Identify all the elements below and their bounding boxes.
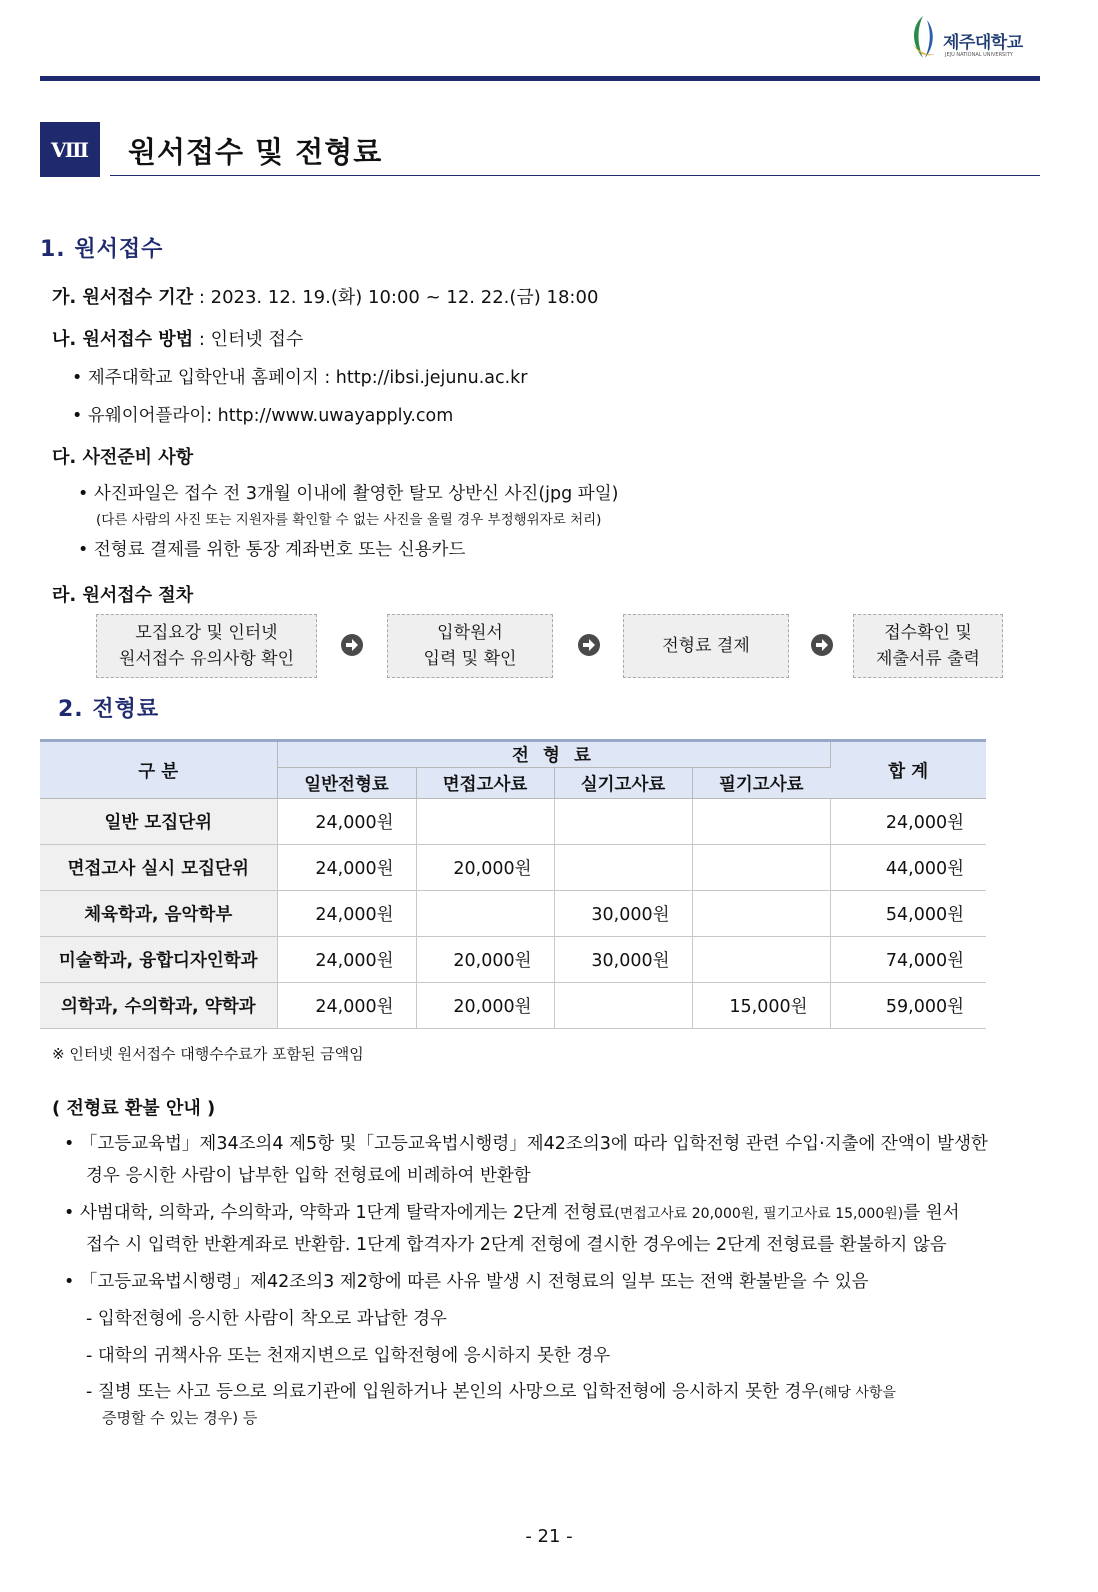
period-label: 가. 원서접수 기간	[52, 287, 194, 308]
table-row: 일반 모집단위 24,000원 24,000원	[40, 799, 986, 845]
logo-emblem-icon	[905, 14, 941, 62]
section-1-title: 1. 원서접수	[40, 237, 164, 262]
prep-label: 다. 사전준비 사항	[52, 447, 194, 468]
procedure-step: 모집요강 및 인터넷 원서접수 유의사항 확인	[96, 614, 317, 678]
method-item: • 제주대학교 입학안내 홈페이지 : http://ibsi.jejunu.ac.kr	[72, 368, 528, 388]
header-fee-group: 전 형 료	[277, 741, 830, 768]
header-written-fee: 필기고사료	[692, 768, 830, 799]
refund-bullet: • 사범대학, 의학과, 수의학과, 약학과 1단계 탈락자에게는 2단계 전형료(면접고사료 20,000원, 필기고사료 15,000원)를 원서	[64, 1203, 960, 1223]
header-rule	[40, 76, 1040, 81]
chapter-title: 원서접수 및 전형료	[128, 135, 383, 169]
method-value: : 인터넷 접수	[198, 329, 304, 350]
refund-sub-item: - 입학전형에 응시한 사람이 착오로 과납한 경우	[86, 1309, 447, 1329]
method-item: • 유웨이어플라이: http://www.uwayapply.com	[72, 406, 454, 426]
refund-bullet-cont: 경우 응시한 사람이 납부한 입학 전형료에 비례하여 반환함	[86, 1166, 531, 1186]
method-line	[52, 325, 303, 351]
refund-sub-item: - 질병 또는 사고 등으로 의료기관에 입원하거나 본인의 사망으로 입학전형에 응시하지 못한 경우(해당 사항을	[86, 1382, 896, 1402]
arrow-right-icon	[340, 633, 364, 657]
prep-line	[52, 443, 193, 469]
header-practical-fee: 실기고사료	[554, 768, 692, 799]
header-general-fee: 일반전형료	[277, 768, 416, 799]
fee-note: ※ 인터넷 원서접수 대행수수료가 포함된 금액임	[52, 1045, 364, 1063]
procedure-step: 입학원서 입력 및 확인	[387, 614, 553, 678]
procedure-label: 라. 원서접수 절차	[52, 585, 194, 606]
university-logo	[905, 14, 1045, 64]
refund-bullet-cont: 접수 시 입력한 반환계좌로 반환함. 1단계 합격자가 2단계 전형에 결시한 경우에는 2단계 전형료를 환불하지 않음	[86, 1235, 947, 1255]
refund-sub-item: - 대학의 귀책사유 또는 천재지변으로 입학전형에 응시하지 못한 경우	[86, 1346, 611, 1366]
header-category: 구 분	[40, 741, 277, 799]
arrow-right-icon	[810, 633, 834, 657]
prep-item: • 사진파일은 접수 전 3개월 이내에 촬영한 탈모 상반신 사진(jpg 파일)	[78, 484, 619, 504]
header-interview-fee: 면접고사료	[416, 768, 554, 799]
table-row: 의학과, 수의학과, 약학과 24,000원 20,000원 15,000원 59,000원	[40, 983, 986, 1029]
table-row: 면접고사 실시 모집단위 24,000원 20,000원 44,000원	[40, 845, 986, 891]
prep-note: (다른 사람의 사진 또는 지원자를 확인할 수 없는 사진을 올릴 경우 부정행위자로 처리)	[96, 512, 602, 528]
logo-subtitle: JEJU NATIONAL UNIVERSITY	[945, 52, 1013, 58]
refund-bullet: • 「고등교육법시행령」제42조의3 제2항에 따른 사유 발생 시 전형료의 일부 또는 전액 환불받을 수 있음	[64, 1272, 869, 1292]
chapter-number-badge: Ⅷ	[40, 122, 100, 177]
logo-name: 제주대학교	[943, 33, 1023, 53]
table-row: 미술학과, 융합디자인학과 24,000원 20,000원 30,000원 74,000원	[40, 937, 986, 983]
procedure-step: 전형료 결제	[623, 614, 789, 678]
refund-sub-item-cont: 증명할 수 있는 경우) 등	[102, 1409, 258, 1427]
refund-title: ( 전형료 환불 안내 )	[52, 1098, 216, 1119]
arrow-right-icon	[577, 633, 601, 657]
method-label: 나. 원서접수 방법	[52, 329, 194, 350]
header-total: 합 계	[830, 741, 986, 799]
page-number: - 21 -	[525, 1526, 573, 1547]
refund-bullet: • 「고등교육법」제34조의4 제5항 및「고등교육법시행령」제42조의3에 따라 입학전형 관련 수입·지출에 잔액이 발생한	[64, 1134, 988, 1154]
procedure-line	[52, 581, 193, 607]
chapter-rule	[110, 175, 1040, 176]
period-value: : 2023. 12. 19.(화) 10:00 ~ 12. 22.(금) 18:00	[198, 287, 599, 308]
section-2-title: 2. 전형료	[58, 697, 160, 722]
period-line	[52, 283, 598, 309]
prep-item: • 전형료 결제를 위한 통장 계좌번호 또는 신용카드	[78, 540, 466, 560]
procedure-step: 접수확인 및 제출서류 출력	[853, 614, 1003, 678]
table-row: 체육학과, 음악학부 24,000원 30,000원 54,000원	[40, 891, 986, 937]
fee-table	[40, 739, 986, 1029]
